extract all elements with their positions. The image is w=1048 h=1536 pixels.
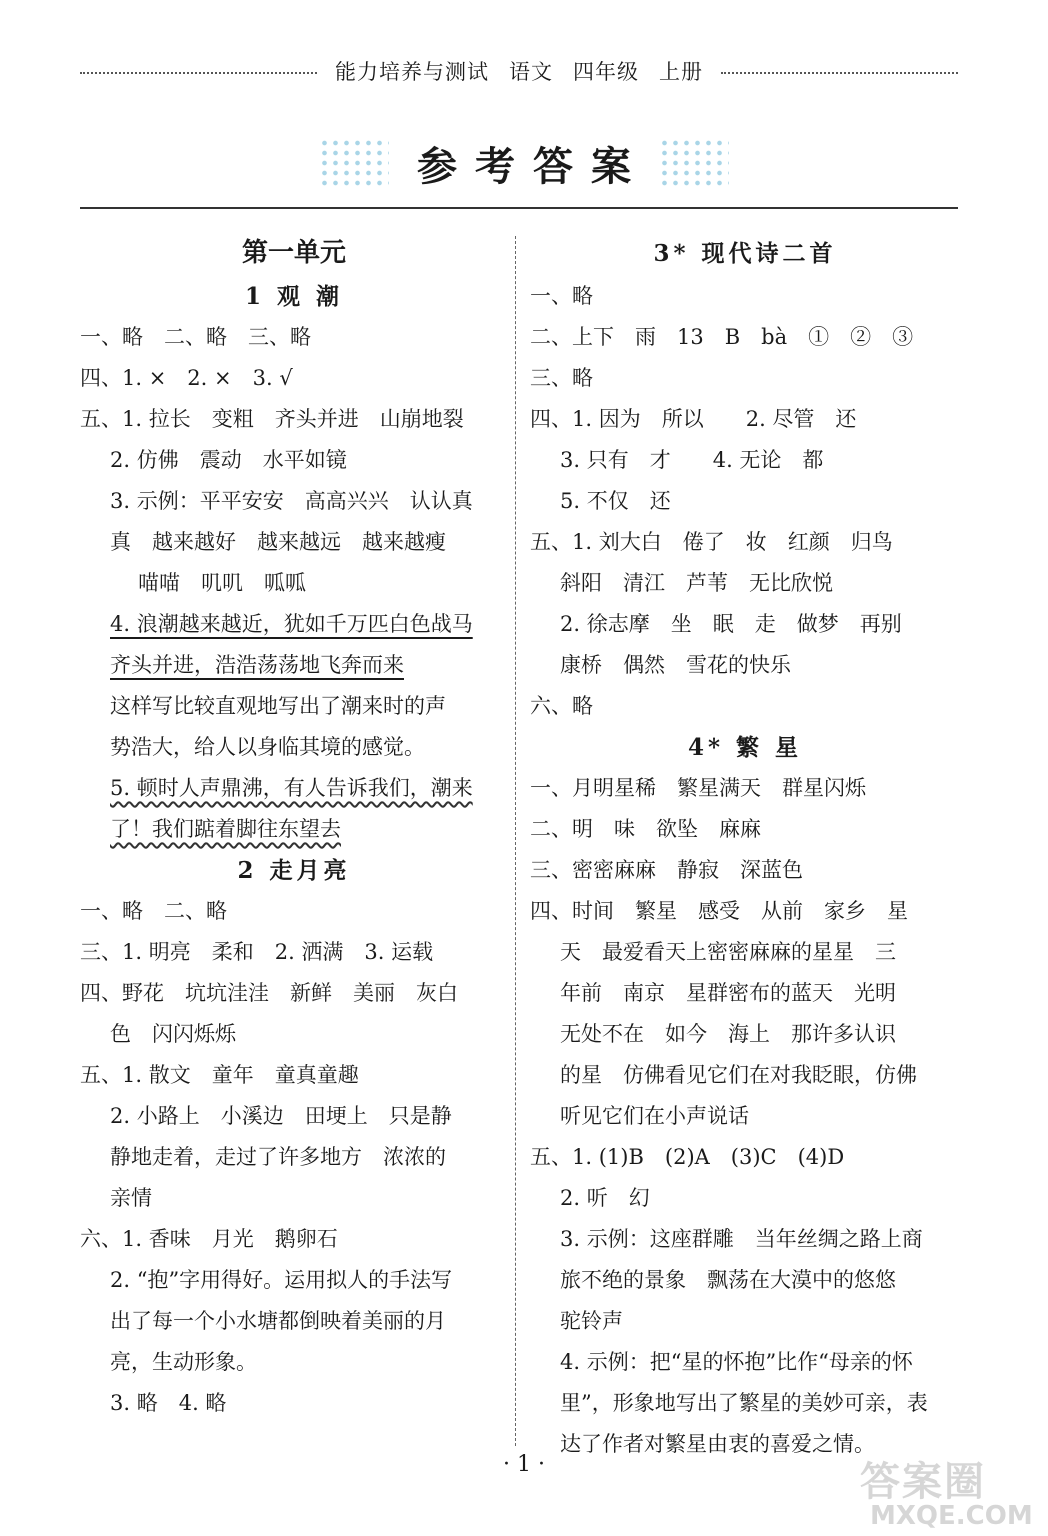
title-rule (80, 207, 958, 209)
answer-line: 3. 只有 才 4. 无论 都 (560, 448, 824, 472)
header-subject: 语文 (509, 60, 553, 84)
header-volume: 上册 (659, 60, 703, 84)
answer-line: 年前 南京 星群密布的蓝天 光明 (560, 981, 896, 1005)
answer-line: 3. 示例：平平安安 高高兴兴 认认真 (110, 489, 473, 513)
lesson-title-1: 1 观 潮 (244, 283, 344, 310)
answer-line: 三、略 (530, 366, 593, 390)
answer-line: 亲情 (110, 1186, 152, 1210)
answer-line: 2. 徐志摩 坐 眠 走 做梦 再别 (560, 612, 902, 636)
answer-line: 一、略 二、略 三、略 (80, 325, 311, 349)
answer-line: 三、1. 明亮 柔和 2. 洒满 3. 运载 (80, 940, 434, 964)
answer-line: 五、1. (1)B (2)A (3)C (4)D (530, 1145, 845, 1169)
underlined-answer: 4. 浪潮越来越近，犹如千万匹白色战马 (110, 612, 473, 636)
answer-line: 达了作者对繁星由衷的喜爱之情。 (560, 1432, 875, 1456)
answer-line: 四、时间 繁星 感受 从前 家乡 星 (530, 899, 908, 923)
answer-line: 色 闪闪烁烁 (110, 1022, 236, 1046)
answer-line: 这样写比较直观地写出了潮来时的声 (110, 694, 446, 718)
answer-line: 四、1. 因为 所以 2. 尽管 还 (530, 407, 857, 431)
title-area (0, 128, 1048, 198)
answer-line: 2. 听 幻 (560, 1186, 650, 1210)
answer-line: 里”，形象地写出了繁星的美妙可亲，表 (560, 1391, 928, 1415)
wavy-underlined-answer: 了！我们踮着脚往东望去 (110, 817, 341, 841)
header-dotted-rule-right (721, 72, 958, 74)
answer-line: 三、密密麻麻 静寂 深蓝色 (530, 858, 803, 882)
answer-line: 无处不在 如今 海上 那许多认识 (560, 1022, 896, 1046)
lesson-title-2: 2 走月亮 (237, 857, 351, 884)
running-header (80, 56, 958, 86)
answer-line: 喵喵 叽叽 呱呱 (138, 571, 306, 595)
answer-line: 斜阳 清江 芦苇 无比欣悦 (560, 571, 833, 595)
header-grade: 四年级 (573, 60, 639, 84)
answer-line: 五、1. 刘大白 倦了 妆 红颜 归鸟 (530, 530, 893, 554)
answer-line: 4. 示例：把“星的怀抱”比作“母亲的怀 (560, 1350, 913, 1374)
dot-pattern-decoration-right (659, 138, 729, 188)
lesson-title-4: 4* 繁 星 (687, 734, 803, 761)
answer-line: 二、明 味 欲坠 麻麻 (530, 817, 761, 841)
lesson-title-3: 3* 现代诗二首 (653, 240, 837, 267)
watermark-logo (860, 1450, 1040, 1530)
watermark-url: MXQE.COM (870, 1501, 1033, 1531)
header-dotted-rule-left (80, 72, 317, 74)
answer-line: 出了每一个小水塘都倒映着美丽的月 (110, 1309, 446, 1333)
unit-heading: 第一单元 (241, 238, 346, 268)
answer-line: 四、1. × 2. × 3. √ (80, 366, 293, 390)
answer-line: 一、略 (530, 284, 593, 308)
column-divider (515, 236, 516, 1446)
answer-line: 静地走着，走过了许多地方 浓浓的 (110, 1145, 446, 1169)
answer-line: 的星 仿佛看见它们在对我眨眼，仿佛 (560, 1063, 917, 1087)
answer-line: 四、野花 坑坑洼洼 新鲜 美丽 灰白 (80, 981, 458, 1005)
right-column (530, 228, 960, 1465)
page-title: 参考答案 (417, 142, 649, 190)
answer-line: 驼铃声 (560, 1309, 623, 1333)
answer-line: 康桥 偶然 雪花的快乐 (560, 653, 791, 677)
answer-line: 六、1. 香味 月光 鹅卵石 (80, 1227, 338, 1251)
underlined-answer: 齐头并进，浩浩荡荡地飞奔而来 (110, 653, 404, 677)
answer-line: 旅不绝的景象 飘荡在大漠中的悠悠 (560, 1268, 896, 1292)
wavy-underlined-answer: 5. 顿时人声鼎沸，有人告诉我们，潮来 (110, 776, 473, 800)
answer-line: 2. 小路上 小溪边 田埂上 只是静 (110, 1104, 452, 1128)
answer-line: 二、上下 雨 13 B bà ① ② ③ (530, 325, 914, 349)
answer-line: 天 最爱看天上密密麻麻的星星 三 (560, 940, 896, 964)
header-book: 能力培养与测试 (335, 60, 489, 84)
watermark-text: 答案圈 (860, 1459, 986, 1505)
answer-line: 亮，生动形象。 (110, 1350, 257, 1374)
answer-line: 2. “抱”字用得好。运用拟人的手法写 (110, 1268, 453, 1292)
dot-pattern-decoration-left (319, 138, 389, 188)
answer-line: 六、略 (530, 694, 593, 718)
page-number: · 1 · (503, 1452, 545, 1477)
header-text (317, 56, 721, 86)
answer-line: 一、略 二、略 (80, 899, 227, 923)
answer-line: 真 越来越好 越来越远 越来越瘦 (110, 530, 446, 554)
answer-line: 3. 示例：这座群雕 当年丝绸之路上商 (560, 1227, 923, 1251)
answer-line: 听见它们在小声说话 (560, 1104, 749, 1128)
answer-line: 5. 不仅 还 (560, 489, 671, 513)
answer-line: 五、1. 拉长 变粗 齐头并进 山崩地裂 (80, 407, 464, 431)
answer-line: 3. 略 4. 略 (110, 1391, 227, 1415)
left-column (80, 228, 508, 1424)
answer-line: 五、1. 散文 童年 童真童趣 (80, 1063, 359, 1087)
answer-line: 2. 仿佛 震动 水平如镜 (110, 448, 347, 472)
answer-line: 势浩大，给人以身临其境的感觉。 (110, 735, 425, 759)
answer-line: 一、月明星稀 繁星满天 群星闪烁 (530, 776, 866, 800)
